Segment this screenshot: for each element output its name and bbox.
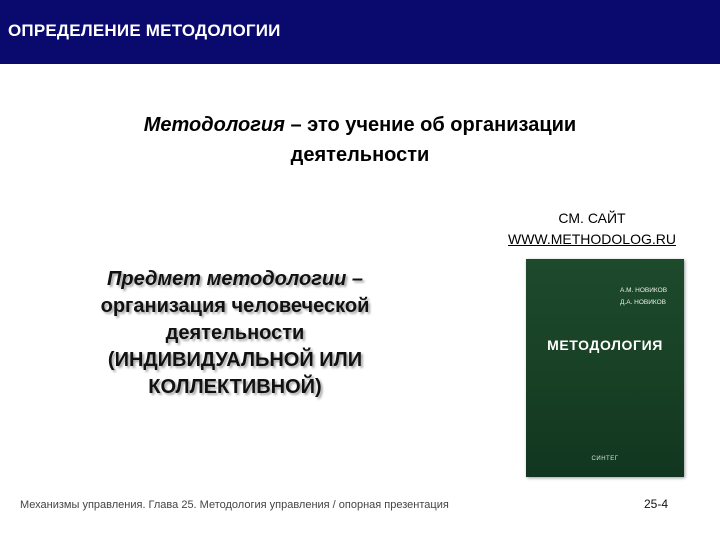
subject-line-5: КОЛЛЕКТИВНОЙ) xyxy=(148,376,322,398)
book-author-1: А.М. НОВИКОВ xyxy=(620,287,668,294)
subject-line-1: Предмет методологии – xyxy=(106,268,363,290)
site-link[interactable]: WWW.METHODOLOG.RU xyxy=(508,231,676,247)
subject-text xyxy=(40,266,430,401)
book-authors xyxy=(620,285,667,309)
book-cover-image xyxy=(526,259,684,477)
book-title: МЕТОДОЛОГИЯ xyxy=(547,337,663,353)
definition-line-2: деятельности xyxy=(290,144,430,166)
subject-line-2: организация человеческой xyxy=(100,295,370,317)
book-author-2: Д.А. НОВИКОВ xyxy=(620,299,667,306)
definition-line-1 xyxy=(60,110,660,140)
page-title: ОПРЕДЕЛЕНИЕ МЕТОДОЛОГИИ xyxy=(8,21,281,40)
page-number: 25-4 xyxy=(644,497,669,511)
definition-text xyxy=(60,110,660,170)
subject-line-3: деятельности xyxy=(165,322,305,344)
site-reference-label: СМ. САЙТ xyxy=(558,210,626,226)
footer-caption: Механизмы управления. Глава 25. Методология управления / опорная презентация xyxy=(20,499,449,511)
site-reference xyxy=(470,208,714,250)
definition-term: Методология xyxy=(143,114,285,136)
book-publisher: СИНТЕГ xyxy=(591,456,619,462)
definition-rest: – это учение об организации xyxy=(284,114,577,136)
title-bar xyxy=(0,0,720,64)
subject-line-4: (ИНДИВИДУАЛЬНОЙ ИЛИ xyxy=(107,349,363,371)
